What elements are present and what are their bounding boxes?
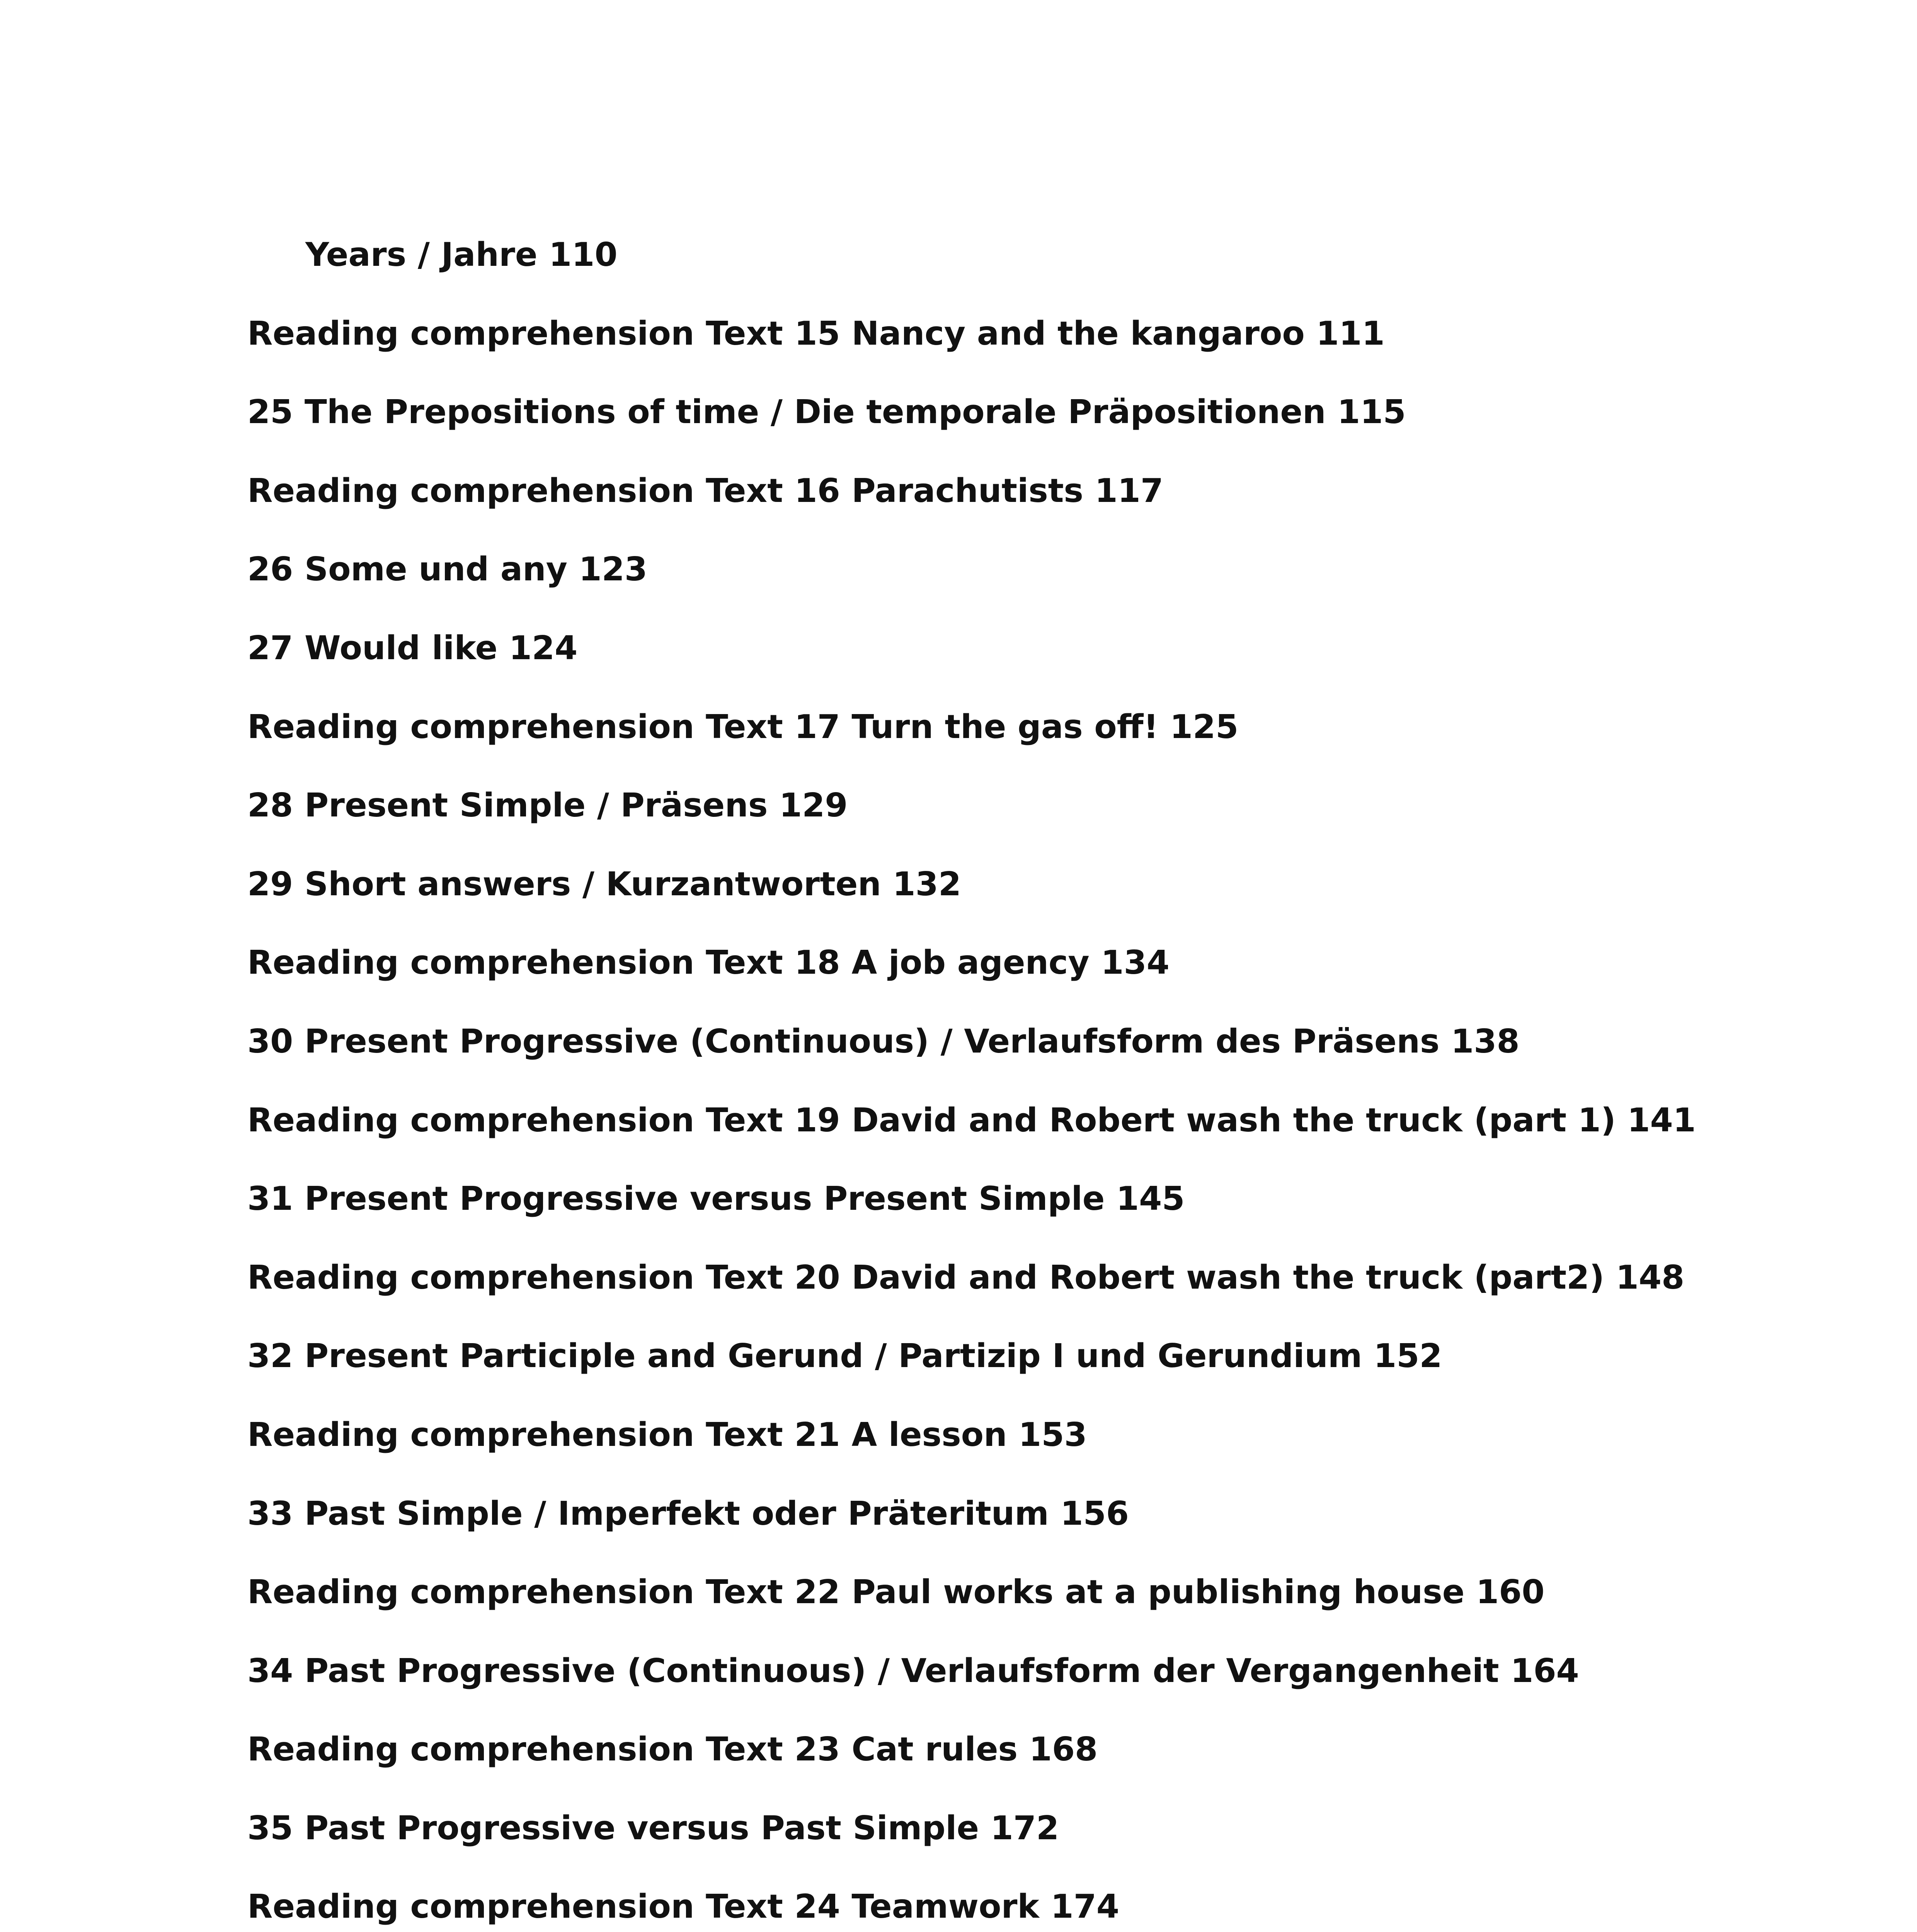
toc-entry: 29 Short answers / Kurzantworten 132 <box>247 865 961 903</box>
toc-entry: Reading comprehension Text 15 Nancy and the kangaroo 111 <box>247 314 1385 353</box>
toc-entry: Reading comprehension Text 22 Paul works at a publishing house 160 <box>247 1573 1545 1612</box>
toc-entry: Reading comprehension Text 20 David and Robert wash the truck (part2) 148 <box>247 1258 1685 1297</box>
toc-entry: Reading comprehension Text 18 A job agency 134 <box>247 944 1170 982</box>
toc-subentry: Years / Jahre 110 <box>305 236 618 274</box>
toc-entry: 28 Present Simple / Präsens 129 <box>247 786 848 825</box>
toc-entry: Reading comprehension Text 24 Teamwork 174 <box>247 1888 1119 1926</box>
toc-entry: 26 Some und any 123 <box>247 550 648 589</box>
toc-entry: 31 Present Progressive versus Present Simple 145 <box>247 1180 1185 1218</box>
toc-entry: 32 Present Participle and Gerund / Partizip I und Gerundium 152 <box>247 1337 1442 1376</box>
table-of-contents <box>247 228 1696 1932</box>
toc-entry: 34 Past Progressive (Continuous) / Verlaufsform der Vergangenheit 164 <box>247 1651 1579 1690</box>
toc-entry: 25 The Prepositions of time / Die temporale Präpositionen 115 <box>247 393 1406 432</box>
toc-entry: Reading comprehension Text 16 Parachutists 117 <box>247 471 1163 510</box>
toc-entry: 30 Present Progressive (Continuous) / Verlaufsform des Präsens 138 <box>247 1022 1520 1061</box>
toc-entry: 27 Would like 124 <box>247 629 578 667</box>
toc-entry: Reading comprehension Text 19 David and Robert wash the truck (part 1) 141 <box>247 1101 1696 1139</box>
toc-entry: Reading comprehension Text 21 A lesson 153 <box>247 1415 1087 1454</box>
toc-entry: 35 Past Progressive versus Past Simple 172 <box>247 1809 1059 1847</box>
toc-entry: Reading comprehension Text 17 Turn the gas off! 125 <box>247 707 1239 746</box>
toc-entry: 33 Past Simple / Imperfekt oder Präteritum 156 <box>247 1494 1129 1533</box>
toc-entry: Reading comprehension Text 23 Cat rules 168 <box>247 1730 1098 1769</box>
